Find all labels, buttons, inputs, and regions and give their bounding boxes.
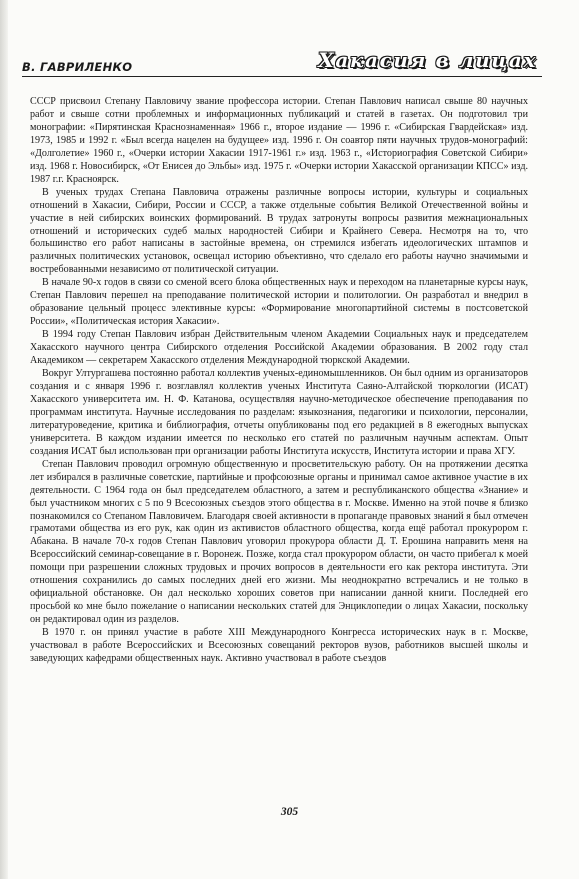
body-text <box>30 96 528 666</box>
paragraph: В 1994 году Степан Павлович избран Действительным членом Академии Социальных наук и председателем Хакасского научного центра Сибирского отделения Российской Академии образования. В 2002 году стал Академиком — секретарем Хакасского отделения Международной тюркской Академии. <box>30 329 528 367</box>
running-header <box>22 50 537 76</box>
paragraph: Вокруг Ултургашева постоянно работал коллектив ученых-единомышленников. Он был одним из организаторов создания и с января 1996 г. возглавлял коллектив ученых Института Саяно-Алтайской тюркологии (ИСАТ) Хакасского университета им. Н. Ф. Катанова, осуществляя научно-методическое обеспечение преподавания по программам института. Научные исследования по разделам: языкознания, педагогики и психологии, персоналии, литературоведение, критика и библиография, отчеты опубликованы под его редакцией в 8 ежегодных выпусках университета. В каждом издании имеется по несколько его статей по различным научным аспектам. Опыт создания ИСАТ был использован при организации работы Института искусств, Института истории и права ХГУ. <box>30 368 528 457</box>
header-rule <box>22 76 542 77</box>
paragraph: В 1970 г. он принял участие в работе XIII Международного Конгресса исторических наук в г. Москве, участвовал в работе Всероссийских и Всесоюзных совещаний ректоров вузов, работников высшей школы и заведующих кафедрами общественных наук. Активно участвовал в работе съездов <box>30 627 528 664</box>
book-title: Хакасия в лицах <box>318 48 537 72</box>
paragraph: В начале 90-х годов в связи со сменой всего блока общественных наук и переходом на планетарные курсы наук, Степан Павлович перешел на преподавание политической истории и политологии. Он разработал и внедрил в образование цельный процесс элективные курсы: «Формирование многопартийной системы в постсоветской России», «Политическая история Хакасии». <box>30 277 528 328</box>
paragraph: В ученых трудах Степана Павловича отражены различные вопросы истории, культуры и социальных отношений в Хакасии, Сибири, России и СССР, а также отдельные события Великой Отечественной войны и участие в ней сибирских воинских формирований. В трудах затронуты вопросы развития межнациональных отношений и исторических судеб малых народностей Сибири и Крайнего Севера. Несмотря на то, что большинство его работ написаны в застойные времена, он стремился избегать идеологических штампов и различных политических установок, освещал историю объективно, что сделало его работы научно значимыми и востребованными независимо от политической ситуации. <box>30 186 528 276</box>
page-scan-edge <box>0 0 8 879</box>
page-number: 305 <box>280 806 299 818</box>
paragraph-continued: СССР присвоил Степану Павловичу звание профессора истории. Степан Павлович написал свыше 80 научных работ и свыше сотни проблемных и информационных публикаций и статей в газетах. Он подготовил три монографии: «Пирятинская Краснознаменная» 1966 г., второе издание — 1996 г. «Сибирская Гвардейская» изд. 1973, 1985 и 1992 г. «Был всегда нацелен на будущее» изд. 1996 г. Он соавтор пяти научных трудов-монографий: «Долголетие» 1960 г., «Очерки истории Хакасии 1917-1961 г.» изд. 1963 г., «Историография Советской Сибири» изд. 1968 г. Новосибирск, «От Енисея до Эльбы» изд. 1975 г. «Очерки истории Хакасской организации КПСС» изд. 1987 г.г. Красноярск. <box>30 96 528 185</box>
paragraph: Степан Павлович проводил огромную общественную и просветительскую работу. Он на протяжении десятка лет избирался в различные советские, партийные и профсоюзные органы и принимал самое активное участие в их деятельности. С 1964 года он был председателем областного, а затем и республиканского общества «Знание» и был участником многих с 5 по 9 Всесоюзных съездов этого общества в г. Москве. Именно на этой почве я близко познакомился со Степаном Павловичем. Благодаря своей активности в пропаганде правовых знаний я был отмечен грамотами общества из его рук, как один из активистов областного общества, когда ещё работал прокурором г. Абакана. В начале 70-х годов Степан Павлович уговорил прокурора области Д. Т. Ерошина направить меня на Всероссийский семинар-совещание в г. Воронеж. Позже, когда стал прокурором области, он часто прибегал к моей помощи при разрешении сложных трудовых и прочих вопросов в деятельности его как ректора института. Эти отношения сохранились до самых последних дней его жизни. Мы неоднократно встречались и не только в официальной обстановке. Он дал несколько хороших советов при написании данной книги. Последней его просьбой ко мне было пожелание о написании нескольких статей для Энциклопедии о лицах Хакасии, поскольку он редактировал один из разделов. <box>30 458 528 626</box>
author-name: В. ГАВРИЛЕНКО <box>22 60 133 74</box>
